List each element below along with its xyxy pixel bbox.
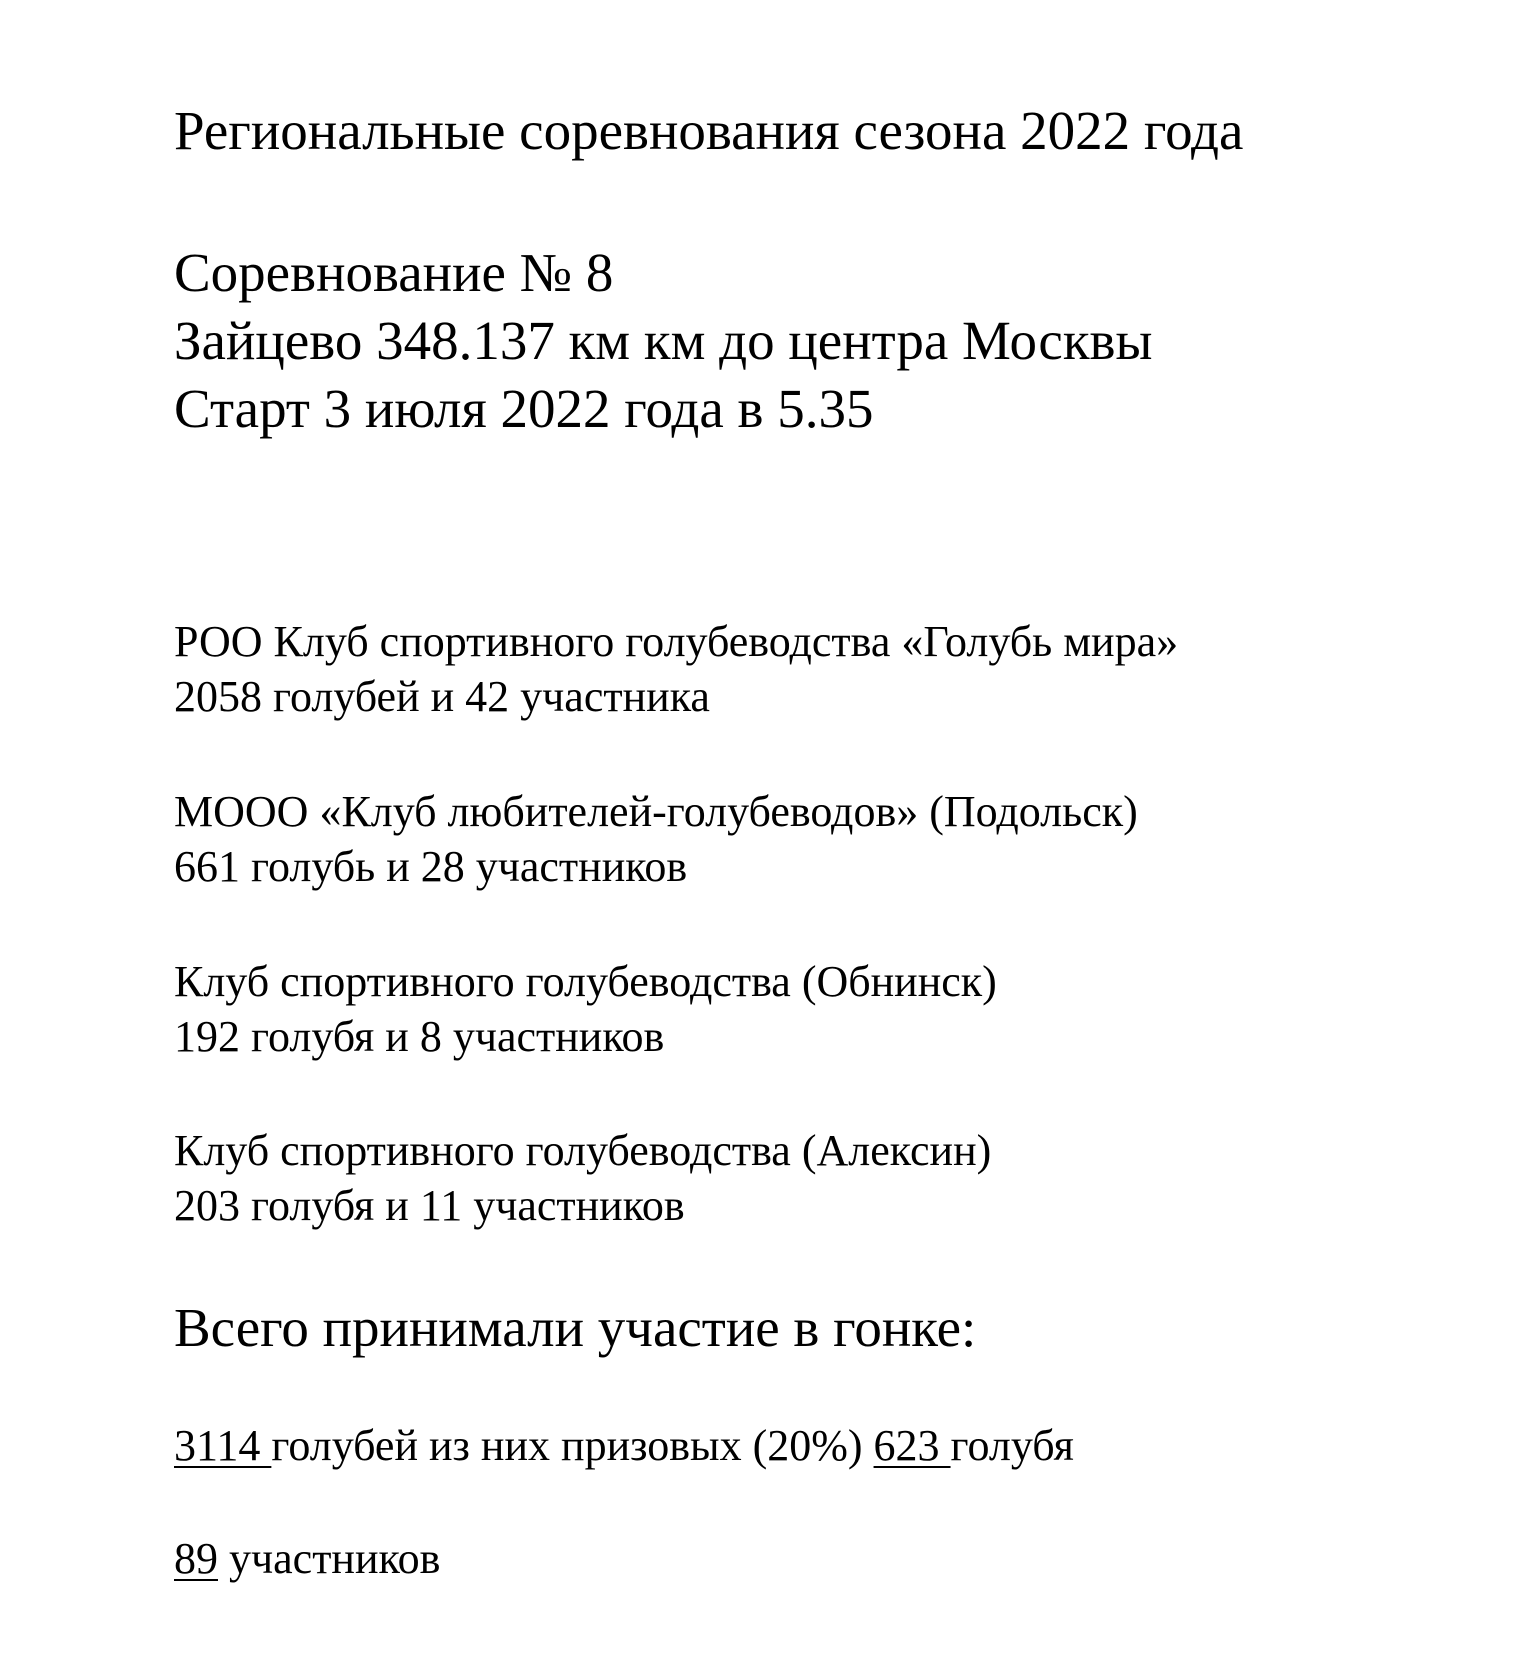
competition-number: Соревнование № 8 — [174, 242, 614, 303]
totals-pigeons-line — [174, 1421, 1074, 1470]
club-name: РОО Клуб спортивного голубеводства «Голубь мира» — [174, 617, 1179, 666]
totals-heading: Всего принимали участие в гонке: — [174, 1297, 977, 1358]
club-name: Клуб спортивного голубеводства (Обнинск) — [174, 957, 997, 1006]
total-participants-count: 89 — [174, 1534, 218, 1583]
club-stats: 192 голубя и 8 участников — [174, 1012, 665, 1061]
club-stats: 2058 голубей и 42 участника — [174, 672, 710, 721]
club-name: МООО «Клуб любителей-голубеводов» (Подольск) — [174, 787, 1138, 836]
club-stats: 203 голубя и 11 участников — [174, 1181, 685, 1230]
prize-pigeons-text: голубя — [950, 1421, 1074, 1470]
competition-distance: Зайцево 348.137 км км до центра Москвы — [174, 310, 1153, 371]
competition-start: Старт 3 июля 2022 года в 5.35 — [174, 378, 874, 439]
document-title: Региональные соревнования сезона 2022 года — [174, 100, 1244, 161]
total-participants-text: участников — [218, 1534, 441, 1583]
total-pigeons-text: голубей из них призовых (20%) — [271, 1421, 874, 1470]
total-pigeons-count: 3114 — [174, 1421, 272, 1470]
club-name: Клуб спортивного голубеводства (Алексин) — [174, 1126, 992, 1175]
club-stats: 661 голубь и 28 участников — [174, 842, 688, 891]
totals-participants-line — [174, 1534, 441, 1583]
prize-pigeons-count: 623 — [873, 1421, 951, 1470]
